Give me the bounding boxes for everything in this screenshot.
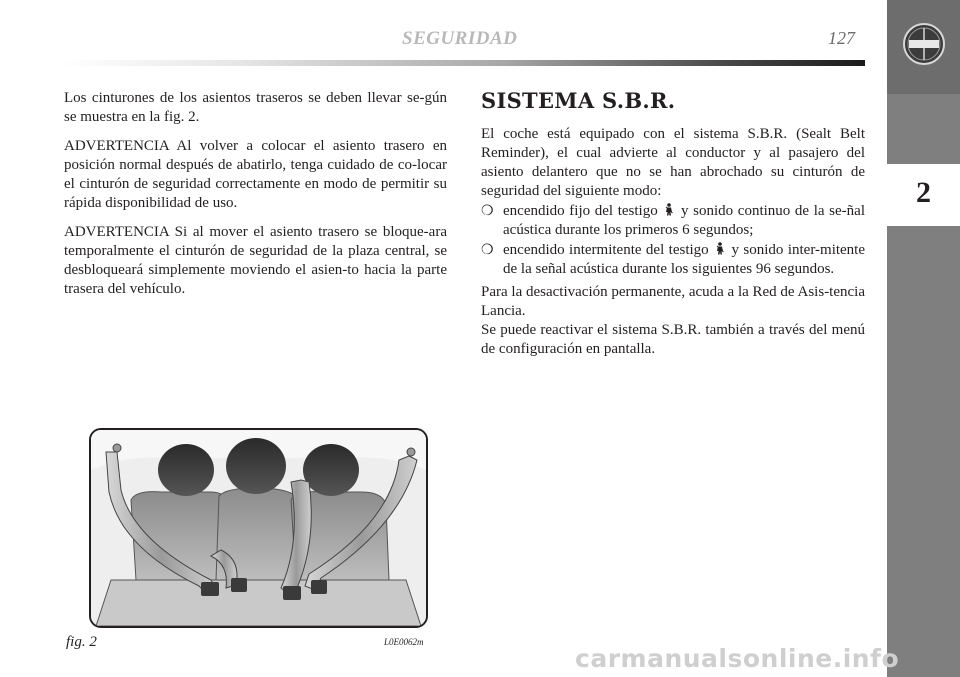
watermark: carmanualsonline.info	[575, 644, 900, 673]
left-paragraph-1: Los cinturones de los asientos traseros se deben llevar se-gún se muestra en la fig. 2.	[64, 90, 447, 125]
figure-code: L0E0062m	[384, 637, 424, 647]
page-number: 127	[828, 28, 855, 48]
bullet-text-before: encendido intermitente del testigo	[503, 242, 709, 258]
list-item	[481, 241, 865, 279]
right-column	[481, 89, 865, 359]
closing-paragraph-2: Se puede reactivar el sistema S.B.R. también a través del menú de configuración en pantalla.	[481, 322, 865, 357]
seatbelt-warning-icon	[715, 242, 725, 255]
bullet-text-after: y sonido continuo de la se-ñal acústica durante los primeros 6 segundos;	[503, 203, 865, 238]
bullet-text-before: encendido fijo del testigo	[503, 203, 658, 219]
left-paragraph-2: ADVERTENCIA Al volver a colocar el asiento trasero en posición normal después de abatirlo, tenga cuidado de co-locar el cinturón de seguridad correctamente en modo de permitir su rápida disponibilidad de uso.	[64, 138, 447, 211]
chapter-number: 2	[916, 176, 931, 209]
header-title: SEGURIDAD	[402, 28, 518, 49]
bullet-circle-icon: ❍	[481, 204, 494, 219]
left-paragraph-3: ADVERTENCIA Si al mover el asiento trasero se bloque-ara temporalmente el cinturón de seguridad de la plaza central, se desbloqueará simplemente moviendo el asien-to hacia la parte trasera del vehículo.	[64, 224, 447, 297]
section-title: SISTEMA S.B.R.	[481, 88, 676, 113]
figure-frame	[89, 428, 428, 628]
bullet-text-after: y sonido inter-mitente de la señal acústica durante los siguientes 96 segundos.	[503, 242, 866, 277]
left-column	[64, 89, 447, 309]
lancia-logo-icon	[902, 22, 946, 66]
bullet-list	[481, 202, 865, 279]
rear-seat-belts-illustration	[91, 430, 426, 626]
seatbelt-warning-icon	[664, 203, 674, 216]
list-item	[481, 202, 865, 240]
closing-paragraph-1: Para la desactivación permanente, acuda a la Red de Asis-tencia Lancia.	[481, 284, 865, 319]
sbr-intro: El coche está equipado con el sistema S.B.R. (Sealt Belt Reminder), el cual advierte al conductor y al pasajero del asiento delantero que no se han abrochado su cinturón de seguridad del siguiente modo:	[481, 126, 865, 199]
header-rule	[62, 60, 865, 66]
bullet-circle-icon: ❍	[481, 243, 494, 258]
side-tab	[887, 0, 960, 677]
figure-caption: fig. 2	[66, 634, 97, 650]
